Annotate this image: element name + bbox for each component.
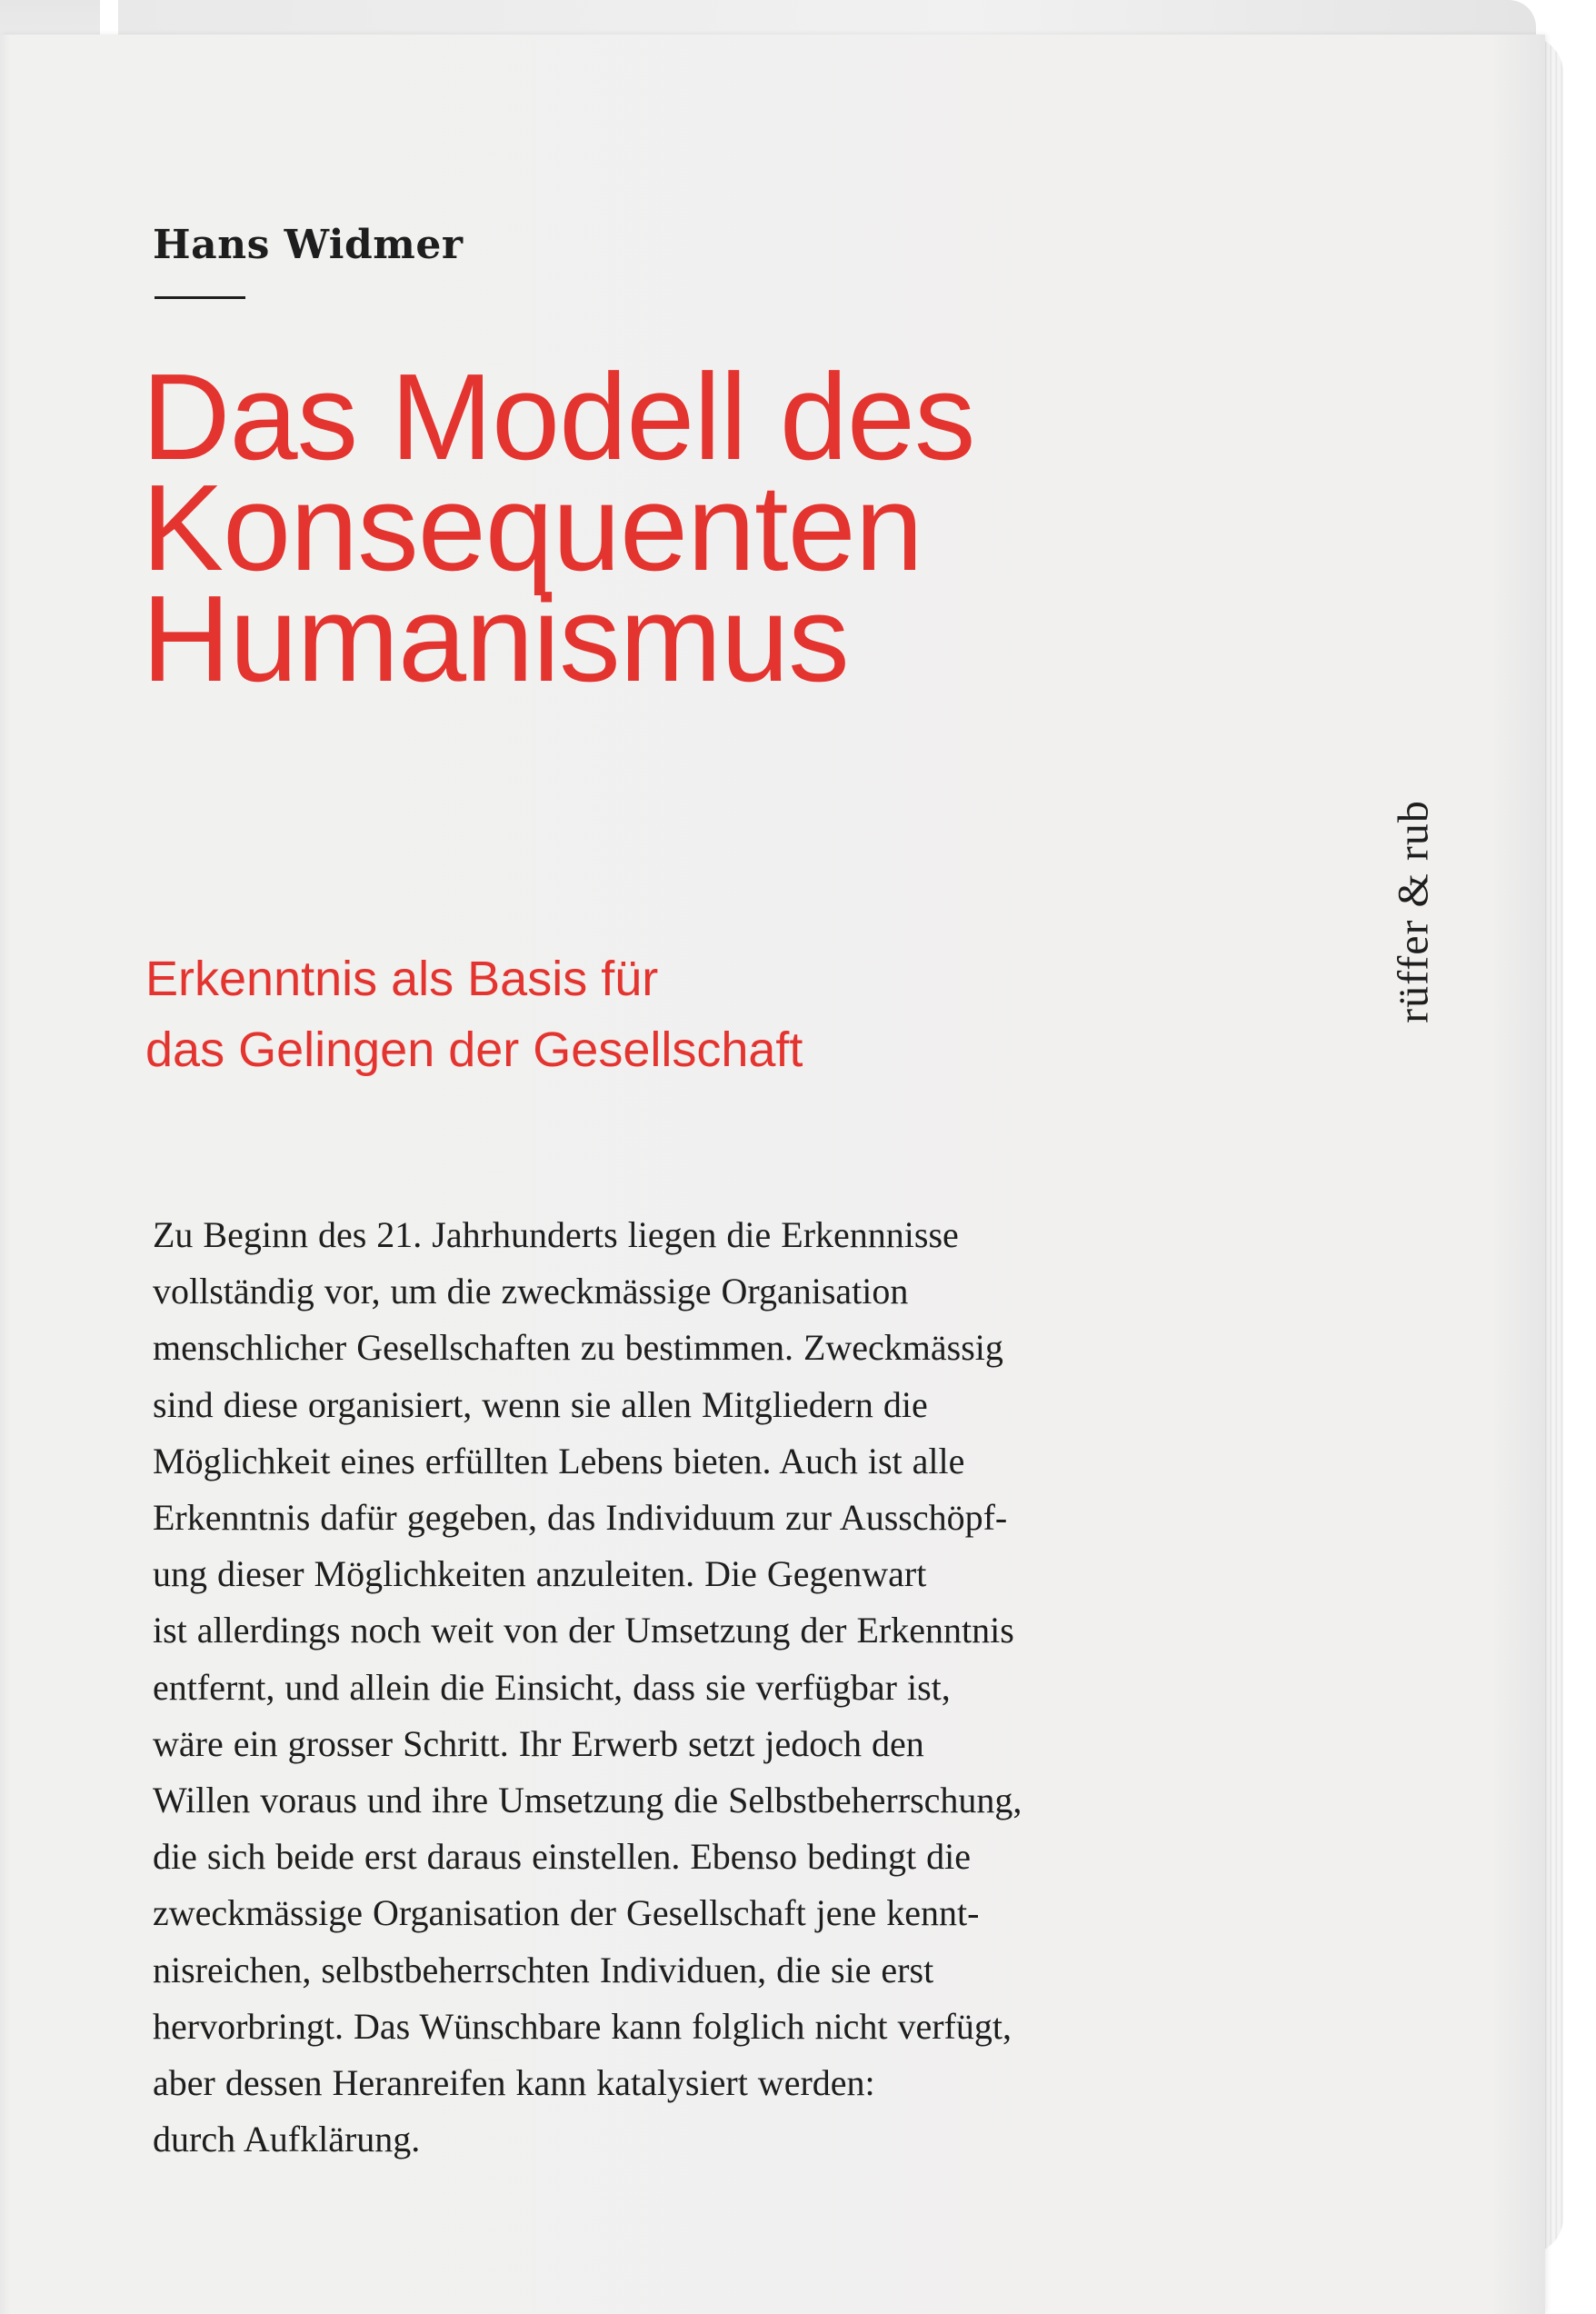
blurb-line: Möglichkeit eines erfüllten Lebens bieten. Auch ist alle [153, 1440, 965, 1481]
author-name: Hans Widmer [153, 222, 464, 268]
title-line: Konsequenten [142, 459, 923, 596]
blurb-line: Willen voraus und ihre Umsetzung die Selbstbeherrschung, [153, 1780, 1022, 1821]
book-subtitle [145, 943, 803, 1085]
blurb-line: Erkenntnis dafür gegeben, das Individuum zur Ausschöpf- [153, 1497, 1008, 1539]
blurb-line: aber dessen Heranreifen kann katalysiert werden: [153, 2062, 875, 2104]
blurb-line: vollständig vor, um die zweckmässige Organisation [153, 1271, 909, 1312]
subtitle-line: Erkenntnis als Basis für [145, 952, 659, 1006]
author-divider [155, 296, 245, 299]
cover-blurb [153, 1207, 1022, 2168]
blurb-line: zweckmässige Organisation der Gesellschaft jene kennt- [153, 1892, 980, 1934]
blurb-line: ung dieser Möglichkeiten anzuleiten. Die Gegenwart [153, 1553, 927, 1595]
blurb-line: die sich beide erst daraus einstellen. Ebenso bedingt die [153, 1836, 971, 1878]
blurb-line: menschlicher Gesellschaften zu bestimmen. Zweckmässig [153, 1327, 1003, 1369]
blurb-line: hervorbringt. Das Wünschbare kann folglich nicht verfügt, [153, 2005, 1012, 2047]
blurb-line: durch Aufklärung. [153, 2119, 421, 2160]
book-front-cover [0, 35, 1545, 2314]
title-line: Humanismus [142, 570, 849, 707]
blurb-line: Zu Beginn des 21. Jahrhunderts liegen die Erkennnisse [153, 1214, 959, 1255]
blurb-line: entfernt, und allein die Einsicht, dass sie verfügbar ist, [153, 1666, 951, 1708]
title-line: Das Modell des [142, 348, 975, 485]
subtitle-line: das Gelingen der Gesellschaft [145, 1022, 803, 1077]
blurb-line: sind diese organisiert, wenn sie allen Mitgliedern die [153, 1383, 928, 1425]
publisher-name: rüffer & rub [1389, 800, 1438, 1023]
book-title [142, 348, 975, 707]
blurb-line: nisreichen, selbstbeherrschten Individuen, die sie erst [153, 1949, 934, 1990]
blurb-line: wäre ein grosser Schritt. Ihr Erwerb setzt jedoch den [153, 1722, 924, 1764]
blurb-line: ist allerdings noch weit von der Umsetzung der Erkenntnis [153, 1610, 1014, 1651]
